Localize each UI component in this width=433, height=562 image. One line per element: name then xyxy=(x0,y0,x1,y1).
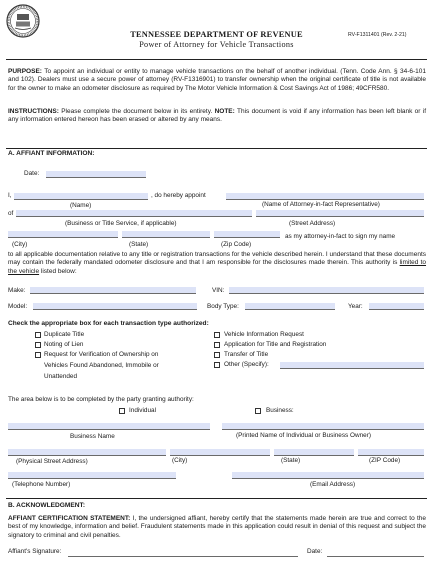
printed-name-field[interactable] xyxy=(222,423,424,430)
year-label: Year: xyxy=(348,303,363,310)
granting-city-caption: (City) xyxy=(172,457,188,464)
zip-field[interactable] xyxy=(214,231,280,238)
other-label: Other (Specify): xyxy=(224,361,269,368)
appoint-text: , do hereby appoint xyxy=(151,192,206,199)
affiant-name-field[interactable] xyxy=(14,193,148,200)
section-b-divider xyxy=(6,498,427,499)
section-b-title: B. ACKNOWLEDGMENT: xyxy=(8,502,86,509)
certification-label: AFFIANT CERTIFICATION STATEMENT: xyxy=(8,515,131,522)
granting-state-caption: (State) xyxy=(281,457,301,464)
business-name-caption: Business Name xyxy=(70,433,115,440)
telephone-field[interactable] xyxy=(8,472,176,479)
verification-of-ownership-checkbox[interactable] xyxy=(35,352,41,358)
agency-name: TENNESSEE DEPARTMENT OF REVENUE xyxy=(130,30,303,39)
zip-caption: (Zip Code) xyxy=(221,241,252,248)
verification-label-line-1: Request for Verification of Ownership on xyxy=(44,351,159,358)
purpose-paragraph xyxy=(8,68,426,93)
title-registration-label: Application for Title and Registration xyxy=(224,341,327,348)
section-a-divider xyxy=(6,148,427,149)
physical-street-caption: (Physical Street Address) xyxy=(16,458,88,465)
signature-date-label: Date: xyxy=(307,548,323,555)
date-label: Date: xyxy=(24,170,40,177)
individual-label: Individual xyxy=(129,407,157,414)
name-caption: (Name) xyxy=(70,202,92,209)
authorization-limited: limited to the vehicle xyxy=(8,259,427,275)
granting-city-field[interactable] xyxy=(170,449,270,456)
attorney-name-caption: (Name of Attorney-in-fact Representative) xyxy=(262,201,380,208)
granting-zip-field[interactable] xyxy=(358,449,424,456)
purpose-label: PURPOSE: xyxy=(8,68,42,75)
verification-label-line-3: Unattended xyxy=(44,373,78,380)
body-type-label: Body Type: xyxy=(207,303,239,310)
granting-zip-caption: (ZIP Code) xyxy=(369,457,401,464)
other-checkbox[interactable] xyxy=(214,362,220,368)
note-text: This document is void if any information has been left blank or if any information entered hereon has been erased or altered by any means. xyxy=(8,108,426,124)
city-caption: (City) xyxy=(12,241,28,248)
authorization-paragraph xyxy=(8,251,426,276)
state-field[interactable] xyxy=(122,231,210,238)
business-checkbox[interactable] xyxy=(255,408,261,414)
year-field[interactable] xyxy=(369,303,424,310)
telephone-caption: (Telephone Number) xyxy=(12,481,71,488)
instructions-paragraph xyxy=(8,108,426,125)
granting-state-field[interactable] xyxy=(274,449,354,456)
certification-text: I, the undersigned affiant, hereby certify that the statements made herein are true and correct to the best of my knowledge, information and belief. Fraudulent statements made in this application could result in denial of this request and subject the signatory to criminal and civil penalties. xyxy=(8,515,427,539)
date-field[interactable] xyxy=(46,171,146,178)
section-a-title: A. AFFIANT INFORMATION: xyxy=(8,150,95,157)
physical-street-field[interactable] xyxy=(8,449,166,456)
business-field[interactable] xyxy=(16,210,252,217)
street-address-field[interactable] xyxy=(256,210,424,217)
model-field[interactable] xyxy=(33,303,197,310)
affiant-signature-line[interactable] xyxy=(68,556,298,557)
of-label: of xyxy=(8,210,14,217)
transactions-heading: Check the appropriate box for each transaction type authorized: xyxy=(8,320,209,327)
purpose-text: To appoint an individual or entity to manage vehicle transactions on the behalf of another individual. (Tenn. Code Ann. § 34-6-101 and 102). Dealers must use a secure power of attorney (RV-F1316901) to transfer ownership when the original certificate of title is not available for the owner to make an odometer disclosure as required by The Motor Vehicle Information & Cost Savings Act of 1986; 49CFR580. xyxy=(8,68,426,92)
instructions-text: Please complete the document below in its entirety. xyxy=(61,108,213,115)
business-caption: (Business or Title Service, if applicable) xyxy=(65,220,177,227)
duplicate-title-checkbox[interactable] xyxy=(35,332,41,338)
email-field[interactable] xyxy=(232,472,424,479)
state-caption: (State) xyxy=(129,241,149,248)
form-number: RV-F1311401 (Rev. 2-21) xyxy=(348,32,407,38)
make-label: Make: xyxy=(8,287,26,294)
signature-date-line[interactable] xyxy=(327,556,424,557)
vin-field[interactable] xyxy=(229,287,424,294)
certification-statement xyxy=(8,515,426,540)
individual-checkbox[interactable] xyxy=(119,408,125,414)
header-divider xyxy=(6,59,427,60)
note-label: NOTE: xyxy=(214,108,235,115)
verification-label-line-2: Vehicles Found Abandoned, Immobile or xyxy=(44,362,159,369)
body-type-field[interactable] xyxy=(245,303,335,310)
make-field[interactable] xyxy=(30,287,196,294)
vehicle-information-request-label: Vehicle Information Request xyxy=(224,331,304,338)
transfer-of-title-checkbox[interactable] xyxy=(214,352,220,358)
model-label: Model: xyxy=(8,303,28,310)
granting-party-text: The area below is to be completed by the party granting authority: xyxy=(8,396,194,403)
business-label: Business: xyxy=(266,407,294,414)
i-label: I, xyxy=(8,192,12,199)
instructions-label: INSTRUCTIONS: xyxy=(8,108,59,115)
business-name-field[interactable] xyxy=(8,423,210,430)
attorney-text: as my attorney-in-fact to sign my name xyxy=(285,233,396,240)
street-caption: (Street Address) xyxy=(289,220,336,227)
noting-of-lien-checkbox[interactable] xyxy=(35,342,41,348)
title-registration-checkbox[interactable] xyxy=(214,342,220,348)
form-title: Power of Attorney for Vehicle Transactions xyxy=(139,40,294,49)
noting-of-lien-label: Noting of Lien xyxy=(44,341,84,348)
affiant-signature-label: Affiant's Signature: xyxy=(8,548,62,555)
city-field[interactable] xyxy=(8,231,118,238)
authorization-text: to all applicable documentation relative to any title or registration transactions for the vehicle described herein. I understand that these documents may contain the federally mandated odometer disclosure and that I am responsible for the disclosures made therein. This authority is xyxy=(8,251,426,267)
vehicle-information-request-checkbox[interactable] xyxy=(214,332,220,338)
duplicate-title-label: Duplicate Title xyxy=(44,331,85,338)
transfer-of-title-label: Transfer of Title xyxy=(224,351,269,358)
authorization-tail: listed below: xyxy=(40,267,77,275)
attorney-name-field[interactable] xyxy=(226,193,424,200)
email-caption: (Email Address) xyxy=(310,481,356,488)
printed-name-caption: (Printed Name of Individual or Business Owner) xyxy=(236,432,371,439)
vin-label: VIN: xyxy=(212,287,225,294)
other-specify-field[interactable] xyxy=(280,362,424,369)
